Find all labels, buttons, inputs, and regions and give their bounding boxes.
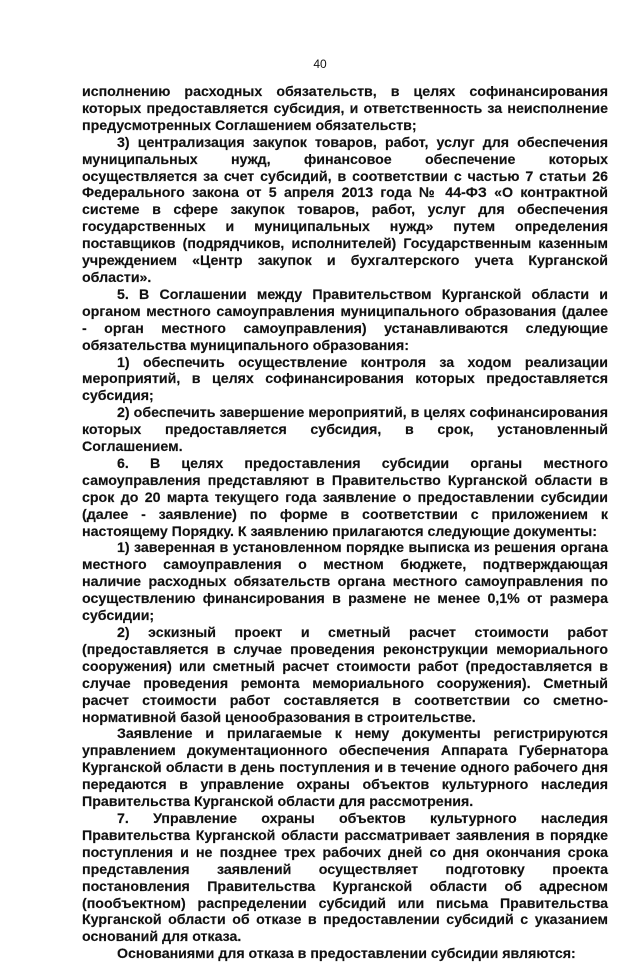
page-number: 40	[313, 57, 327, 71]
paragraph-section-7: 7. Управление охраны объектов культурного наследия Правительства Курганской области рассматривает заявления в порядке поступления и не позднее трех рабочих дней со дня окончания срока представления заявлений осуществляет подготовку проекта постановления Правительства Курганской области об адресном (пообъектном) распределении субсидий или письма Правительства Курганской области об отказе в предоставлении субсидий с указанием оснований для отказа.	[82, 810, 608, 946]
paragraph-section-5-item-2: 2) обеспечить завершение мероприятий, в целях софинансирования которых предоставляется субсидия, в срок, установленный Соглашением.	[82, 405, 608, 456]
paragraph-section-6-item-2: 2) эскизный проект и сметный расчет стоимости работ (предоставляется в случае проведения реконструкции мемориального сооружения) или сметный расчет стоимости работ (предоставляется в случае проведения ремонта мемориального сооружения). Сметный расчет стоимости работ составляется в соответствии со сметно-нормативной базой ценообразования в строительстве.	[82, 625, 608, 726]
paragraph-section-6-item-1: 1) заверенная в установленном порядке выписка из решения органа местного самоуправления о местном бюджете, подтверждающая наличие расходных обязательств органа местного самоуправления по осуществлению финансирования в размене не менее 0,1% от размера субсидии;	[82, 540, 608, 625]
paragraph-section-5-item-1: 1) обеспечить осуществление контроля за ходом реализации мероприятий, в целях софинансирования которых предоставляется субсидия;	[82, 354, 608, 405]
paragraph-registration: Заявление и прилагаемые к нему документы регистрируются управлением документационного обеспечения Аппарата Губернатора Курганской области в день поступления и в течение одного рабочего дня передаются в управление охраны объектов культурного наследия Правительства Курганской области для рассмотрения.	[82, 726, 608, 811]
paragraph-refusal-grounds: Основаниями для отказа в предоставлении субсидии являются:	[117, 946, 576, 963]
paragraph-section-6: 6. В целях предоставления субсидии органы местного самоуправления представляют в Правительство Курганской области в срок до 20 марта текущего года заявление о предоставлении субсидии (далее - заявление) по форме в соответствии с приложением к настоящему Порядку. К заявлению прилагаются следующие документы:	[82, 455, 608, 540]
paragraph-continuation: исполнению расходных обязательств, в целях софинансирования которых предоставляется субсидия, и ответственность за неисполнение предусмотренных Соглашением обязательств;	[82, 84, 608, 134]
paragraph-section-5: 5. В Соглашении между Правительством Курганской области и органом местного самоуправления муниципального образования (далее - орган местного самоуправления) устанавливаются следующие обязательства муниципального образования:	[82, 286, 608, 354]
document-body	[82, 84, 608, 963]
paragraph-item-3: 3) централизация закупок товаров, работ, услуг для обеспечения муниципальных нужд, финансовое обеспечение которых осуществляется за счет субсидий, в соответствии с частью 7 статьи 26 Федерального закона от 5 апреля 2013 года № 44-ФЗ «О контрактной системе в сфере закупок товаров, работ, услуг для обеспечения государственных и муниципальных нужд» путем определения поставщиков (подрядчиков, исполнителей) Государственным казенным учреждением «Центр закупок и бухгалтерского учета Курганской области».	[82, 134, 608, 286]
